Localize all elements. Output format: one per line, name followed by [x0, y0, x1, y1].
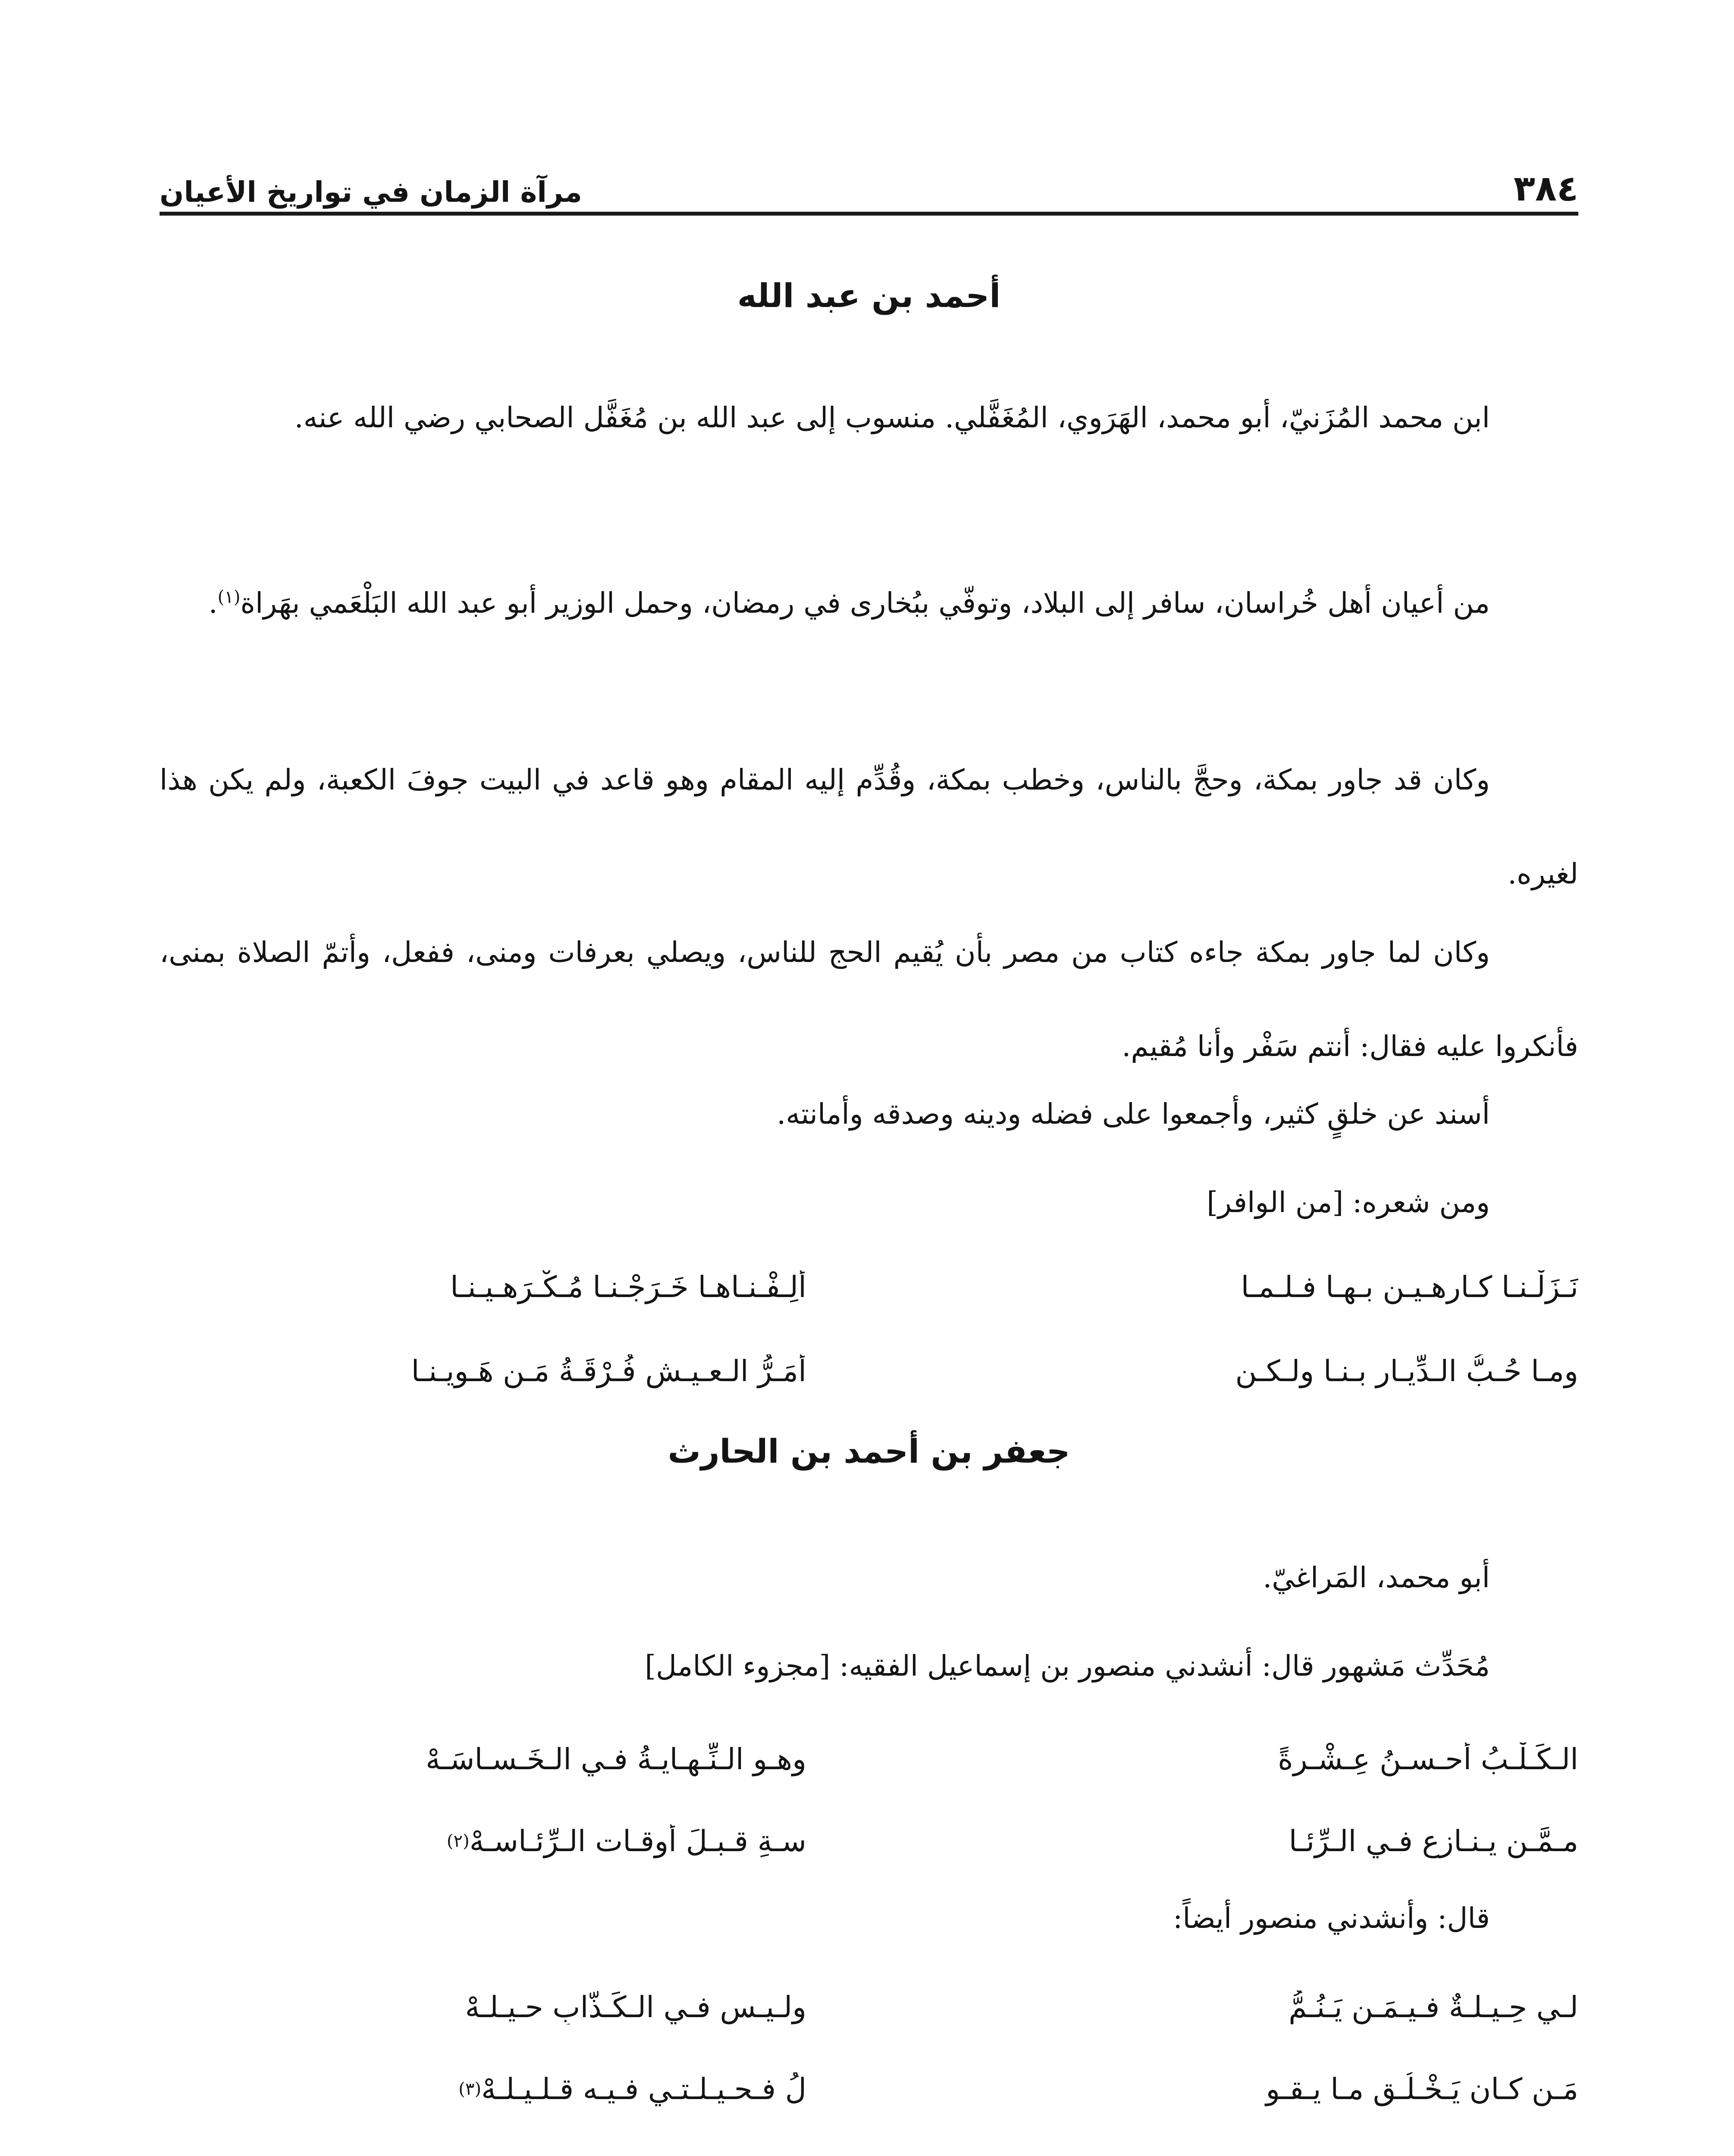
verse-first-hemistich — [931, 2072, 1578, 2106]
verse-second-hemistich: سـةِ قـبـلَ أوقـات الـرِّئـاسـهْ (٢) — [446, 1824, 806, 1858]
verse-first-hemistich — [931, 1742, 1578, 1777]
paragraph-mecca: وكان قد جاور بمكة، وحجَّ بالناس، وخطب بمكة، وقُدِّم إليه المقام وهو قاعد في البيت جوفَ الكعبة، ولم يكن هذا لغيره. — [160, 763, 1578, 890]
verse-second-hemistich — [160, 1270, 806, 1304]
verse-text: ومـا حُـبُّ الـدِّيـارِ بـنـا ولـكـن — [1235, 1354, 1578, 1388]
verse-line — [160, 1328, 1578, 1414]
running-title: مرآة الزمان في تواريخ الأعيان — [160, 175, 582, 209]
entry-title-ahmad: أحمد بن عبد الله — [737, 276, 1001, 315]
paragraph-muhaddith: مُحَدِّث مَشهور قال: أنشدني منصور بن إسماعيل الفقيه: [مجزوء الكامل] — [645, 1649, 1490, 1683]
verse-text: سـةِ قـبـلَ أوقـات الـرِّئـاسـهْ — [469, 1824, 806, 1858]
verse-second-hemistich — [160, 1990, 806, 2024]
paragraph-biography-end: . — [208, 586, 218, 620]
book-page — [160, 0, 1578, 2156]
paragraph-interlude: قال: وأنشدني منصور أيضاً: — [1173, 1902, 1490, 1935]
verse-text: أَلِـفْـنـاهـا خَـرَجْـنـا مُـكْـرَهـيـنـا — [450, 1270, 806, 1304]
paragraph-kunya: أبو محمد، المَراغيّ. — [1263, 1561, 1490, 1594]
verse-line — [160, 2046, 1578, 2132]
page-number: ٣٨٤ — [1513, 168, 1578, 209]
entry-title-jafar: جعفر بن أحمد بن الحارث — [668, 1432, 1070, 1470]
page-header — [160, 160, 1578, 216]
verse-text: الـكَـلْـبُ أحـسـنُ عِـشْـرةً — [1278, 1742, 1578, 1777]
verse-first-hemistich — [931, 1270, 1578, 1304]
paragraph-lineage: ابن محمد المُزَنيّ، أبو محمد، الهَرَوي، المُغَفَّلي. منسوب إلى عبد الله بن مُغَفَّل الصحابي رضي الله عنه. — [294, 401, 1490, 434]
paragraph-biography — [160, 556, 1578, 650]
verse-second-hemistich — [160, 1742, 806, 1777]
verse-text: مـمَّـن يـنـازع فـي الـرِّئـا — [1289, 1824, 1578, 1858]
paragraph-narration: أسند عن خلقٍ كثير، وأجمعوا على فضله ودينه وصدقه وأمانته. — [777, 1097, 1490, 1131]
verse-second-hemistich — [160, 1354, 806, 1388]
verse-text: نَـزَلْـنـا كـارهـيـن بـهـا فـلـمـا — [1241, 1270, 1578, 1304]
verse-text: لُ فـحـيـلـتـي فـيـه قـلـيـلـهْ — [481, 2072, 806, 2106]
verse-text: وهـو الـنِّـهـايـةُ فـي الـخَـسـاسَـهْ — [426, 1742, 806, 1777]
verse-first-hemistich — [931, 1990, 1578, 2024]
verse-line — [160, 1244, 1578, 1330]
verse-text: ولـيـس فـي الـكَـذَّابِ حـيـلـهْ — [465, 1990, 806, 2024]
paragraph-poetry-intro: ومن شعره: [من الوافر] — [1207, 1186, 1490, 1219]
verse-line — [160, 1716, 1578, 1802]
verse-first-hemistich — [931, 1354, 1578, 1388]
verse-line — [160, 1964, 1578, 2050]
verse-text: مَـن كـان يَـخْـلُـق مـا يـقـو — [1266, 2072, 1578, 2106]
verse-text: لـي حِـيـلـةٌ فـيـمَـن يَـنُـمُّ — [1289, 1990, 1578, 2024]
footnote-marker-1: (١) — [217, 587, 241, 607]
verse-text: أَمَـرُّ الـعـيـشِ فُـرْقَـةُ مَـن هَـوِيـنـا — [411, 1354, 806, 1388]
verse-second-hemistich: لُ فـحـيـلـتـي فـيـه قـلـيـلـهْ (٣) — [458, 2072, 806, 2106]
paragraph-hajj: وكان لما جاور بمكة جاءه كتاب من مصر بأن يُقيم الحج للناس، ويصلي بعرفات ومنى، ففعل، وأتمّ الصلاة بمنى، فأنكروا عليه فقال: أنتم سَفْر وأنا مُقيم. — [160, 936, 1578, 1063]
paragraph-biography-text: من أعيان أهل خُراسان، سافر إلى البلاد، وتوفّي ببُخارى في رمضان، وحمل الوزير أبو عبد الله البَلْعَمي بهَراة — [240, 586, 1490, 620]
verse-first-hemistich — [931, 1824, 1578, 1858]
